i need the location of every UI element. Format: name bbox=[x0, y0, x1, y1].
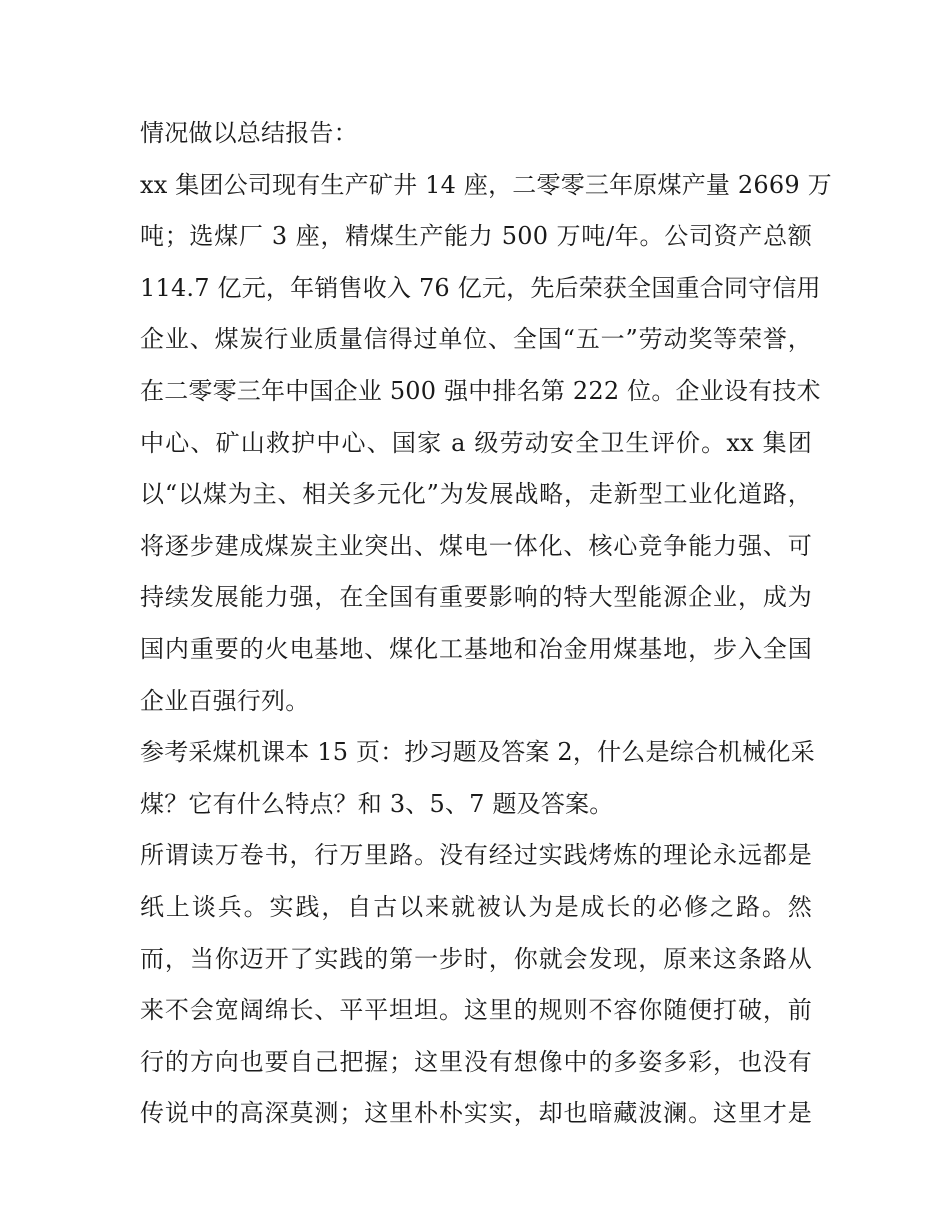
text-line: 来不会宽阔绵长、平平坦坦。这里的规则不容你随便打破，前 bbox=[140, 996, 812, 1025]
text-line: 吨；选煤厂 3 座，精煤生产能力 500 万吨/年。公司资产总额 bbox=[140, 222, 812, 251]
text-line: 中心、矿山救护中心、国家 a 级劳动安全卫生评价。xx 集团 bbox=[140, 428, 812, 457]
text-line: 行的方向也要自己把握；这里没有想像中的多姿多彩，也没有 bbox=[140, 1047, 812, 1076]
text-line: 持续发展能力强，在全国有重要影响的特大型能源企业，成为 bbox=[140, 583, 812, 612]
text-line: 在二零零三年中国企业 500 强中排名第 222 位。企业设有技术 bbox=[140, 376, 821, 405]
text-line: 纸上谈兵。实践，自古以来就被认为是成长的必修之路。然 bbox=[140, 892, 812, 921]
text-line: 而，当你迈开了实践的第一步时，你就会发现，原来这条路从 bbox=[140, 944, 812, 973]
text-line: 114.7 亿元，年销售收入 76 亿元，先后荣获全国重合同守信用 bbox=[140, 273, 821, 302]
text-line: xx 集团公司现有生产矿井 14 座，二零零三年原煤产量 2669 万 bbox=[140, 170, 832, 199]
text-line: 企业、煤炭行业质量信得过单位、全国“五一”劳动奖等荣誉， bbox=[140, 325, 812, 354]
text-line: 以“以煤为主、相关多元化”为发展战略，走新型工业化道路， bbox=[140, 480, 812, 509]
document-body bbox=[140, 108, 832, 1140]
text-line: 情况做以总结报告： bbox=[140, 119, 358, 147]
text-line: 煤？它有什么特点？和 3、5、7 题及答案。 bbox=[140, 789, 614, 818]
text-line: 所谓读万卷书，行万里路。没有经过实践烤炼的理论永远都是 bbox=[140, 841, 812, 870]
text-line: 国内重要的火电基地、煤化工基地和冶金用煤基地，步入全国 bbox=[140, 634, 812, 663]
text-line: 传说中的高深莫测；这里朴朴实实，却也暗藏波澜。这里才是 bbox=[140, 1099, 812, 1128]
text-line: 参考采煤机课本 15 页：抄习题及答案 2，什么是综合机械化采 bbox=[140, 738, 815, 767]
text-line: 企业百强行列。 bbox=[140, 686, 310, 715]
text-line: 将逐步建成煤炭主业突出、煤电一体化、核心竞争能力强、可 bbox=[140, 531, 812, 560]
